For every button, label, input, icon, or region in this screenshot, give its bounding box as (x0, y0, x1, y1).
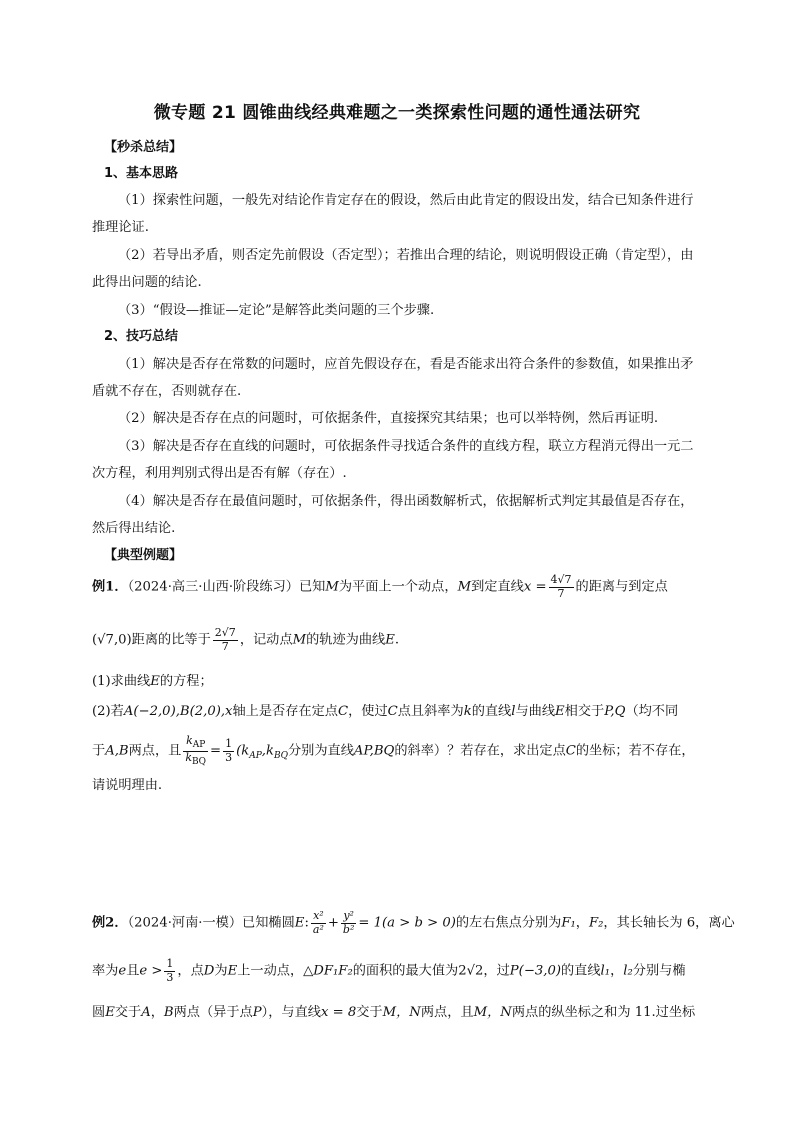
example-2-line-1: 例2．（2024·河南·一模）已知椭圆E: $\frac{\text{x²}}{\text{a²}}$ + $\frac{\text{y²}}{\text{b²}}$ = 1(a > b > 0)的左右焦点分别为F₁，F₂，其长轴长为 6，离心 (92, 909, 735, 936)
paragraph-2a: （2）若导出矛盾，则否定先前假设（否定型）；若推出合理的结论，则说明假设正确（肯定型），由 (118, 248, 694, 263)
example-2-label: 例2． (92, 915, 128, 931)
section-examples-heading: 【典型例题】 (104, 548, 183, 563)
paragraph-3: （3）“假设—推证—定论”是解答此类问题的三个步骤. (118, 303, 435, 318)
technique-2: （2）解决是否存在点的问题时，可依据条件，直接探究其结果；也可以举特例，然后再证明. (118, 411, 659, 426)
paragraph-1a: （1）探索性问题，一般先对结论作肯定存在的假设，然后由此肯定的假设出发，结合已知条件进行 (118, 193, 694, 208)
example-2-line-2: 率为e且e > $\frac{1}{3}$ ，点D为E上一动点，△DF₁F₂的面积的最大值为2√2，过P(−3,0)的直线l₁，l₂分别与椭 (92, 957, 686, 984)
technique-3a: （3）解决是否存在直线的问题时，可依据条件寻找适合条件的直线方程，联立方程消元得出一元二 (118, 439, 694, 454)
paragraph-1b: 推理论证. (92, 220, 149, 235)
example-1-label: 例1． (92, 579, 128, 595)
fraction-one-third: $\frac{1}{3}$ (225, 736, 233, 764)
page-title: 微专题 21 圆锥曲线经典难题之一类探索性问题的通性通法研究 (153, 103, 641, 123)
technique-1b: 盾就不存在，否则就存在. (92, 384, 242, 399)
fraction-x2-over-a2: $\frac{\text{x²}}{\text{a²}}$ (312, 909, 324, 936)
example-2-line-3: 圆E交于A，B两点（异于点P），与直线x = 8交于M，N两点，且M，N两点的纵坐标之和为 11.过坐标 (92, 1005, 696, 1020)
fraction-one-third-e: $\frac{1}{3}$ (166, 957, 174, 984)
example-1-question-1: (1)求曲线E的方程； (92, 674, 213, 689)
fraction-2sqrt7-over-7: $\frac{2√7}{7}$ (214, 626, 236, 653)
fraction-4sqrt7-over-7: $\frac{4√7}{7}$ (550, 573, 572, 600)
paragraph-2b: 此得出问题的结论. (92, 275, 202, 290)
example-1-line-2: (√7,0)距离的比等于 $\frac{2√7}{7}$ ，记动点M的轨迹为曲线E. (92, 626, 400, 653)
fraction-kap-over-kbq: $\frac{k_{AP}}{k_{BQ}}$ (185, 734, 207, 767)
technique-1a: （1）解决是否存在常数的问题时，应首先假设存在，看是否能求出符合条件的参数值，如果推出矛 (118, 357, 694, 372)
technique-4b: 然后得出结论. (92, 521, 176, 536)
example-1-question-2-line-2: 于A,B两点，且 $\frac{k_{AP}}{k_{BQ}}$ = $\frac{1}{3}$ ($k_{AP},k_{BQ}$分别为直线AP,BQ的斜率）？若存在，求出定点C的坐标；若不存在， (92, 734, 695, 767)
subheading-basic-idea: 1、基本思路 (104, 166, 179, 181)
technique-3b: 次方程，利用判别式得出是否有解（存在）. (92, 466, 347, 481)
technique-4a: （4）解决是否存在最值问题时，可依据条件，得出函数解析式，依据解析式判定其最值是否存在， (118, 494, 694, 509)
example-1-question-2-line-1: (2)若A(−2,0),B(2,0),x轴上是否存在定点C，使过C点且斜率为k的直线l与曲线E相交于P,Q（均不同 (92, 704, 679, 719)
section-summary-heading: 【秒杀总结】 (104, 140, 183, 155)
fraction-y2-over-b2: $\frac{\text{y²}}{\text{b²}}$ (342, 909, 355, 936)
example-1-line-1: 例1．（2024·高三·山西·阶段练习）已知M为平面上一个动点，M到定直线x = $\frac{4√7}{7}$ 的距离与到定点 (92, 573, 668, 600)
example-1-question-2-line-3: 请说明理由. (92, 778, 163, 793)
subheading-techniques: 2、技巧总结 (104, 329, 179, 344)
